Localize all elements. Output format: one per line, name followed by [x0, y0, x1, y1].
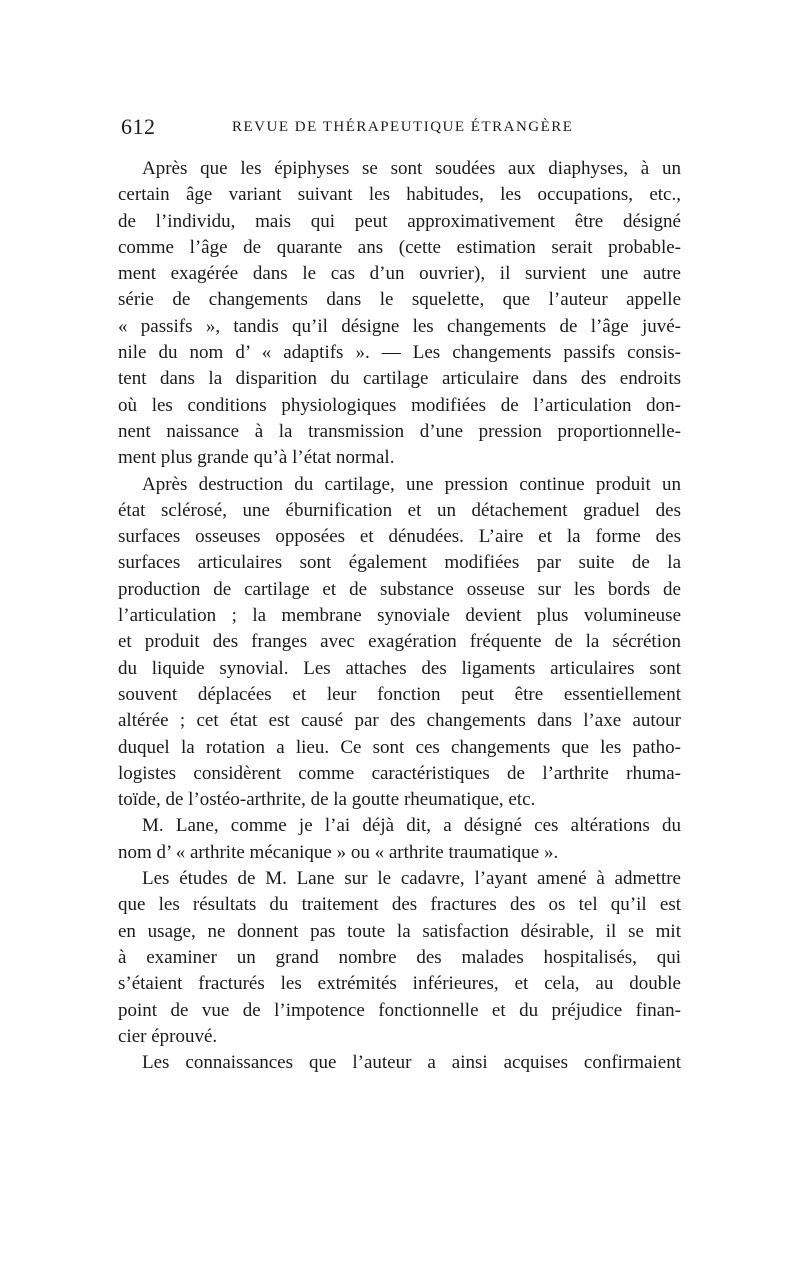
text-line: nom d’ « arthrite mécanique » ou « arthrite traumatique ».: [118, 841, 559, 863]
text-line: et produit des franges avec exagération fréquente de la sécrétion: [118, 631, 681, 653]
text-line: où les conditions physiologiques modifiées de l’articulation don-: [118, 394, 681, 416]
text-line: M. Lane, comme je l’ai déjà dit, a désigné ces altérations du: [142, 815, 681, 837]
text-line: s’étaient fracturés les extrémités inférieures, et cela, au double: [118, 973, 681, 995]
text-line: cier éprouvé.: [118, 1025, 218, 1047]
text-line: certain âge variant suivant les habitudes, les occupations, etc.,: [118, 184, 681, 206]
text-line: logistes considèrent comme caractéristiques de l’arthrite rhuma-: [118, 762, 681, 784]
text-line: état sclérosé, une éburnification et un détachement graduel des: [118, 499, 681, 521]
page-header: [121, 114, 681, 144]
text-line: toïde, de l’ostéo-arthrite, de la goutte rheumatique, etc.: [118, 789, 536, 811]
text-line: Après que les épiphyses se sont soudées aux diaphyses, à un: [142, 158, 681, 179]
body-text: [118, 156, 681, 1076]
text-line: nent naissance à la transmission d’une pression proportionnelle-: [118, 420, 681, 442]
text-line: altérée ; cet état est causé par des changements dans l’axe autour: [118, 710, 681, 732]
text-line: point de vue de l’impotence fonctionnelle et du préjudice finan-: [118, 999, 681, 1021]
text-line: comme l’âge de quarante ans (cette estimation serait probable-: [118, 236, 681, 258]
text-line: duquel la rotation a lieu. Ce sont ces changements que les patho-: [118, 736, 681, 758]
text-line: ment plus grande qu’à l’état normal.: [118, 447, 395, 469]
text-line: nile du nom d’ « adaptifs ». — Les changements passifs consis-: [118, 342, 681, 364]
text-line: l’articulation ; la membrane synoviale devient plus volumineuse: [118, 605, 681, 627]
text-line: que les résultats du traitement des fractures des os tel qu’il est: [118, 894, 681, 916]
running-title: REVUE DE THÉRAPEUTIQUE ÉTRANGÈRE: [232, 119, 574, 135]
text-line: série de changements dans le squelette, que l’auteur appelle: [118, 289, 681, 311]
text-line: ment exagérée dans le cas d’un ouvrier), il survient une autre: [118, 263, 681, 285]
text-line: surfaces articulaires sont également modifiées par suite de la: [118, 552, 681, 574]
text-line: de l’individu, mais qui peut approximativement être désigné: [118, 210, 681, 232]
text-line: Les études de M. Lane sur le cadavre, l’ayant amené à admettre: [142, 868, 681, 890]
text-line: Les connaissances que l’auteur a ainsi acquises confirmaient: [142, 1052, 681, 1074]
text-line: production de cartilage et de substance osseuse sur les bords de: [118, 578, 681, 600]
text-line: à examiner un grand nombre des malades hospitalisés, qui: [118, 946, 681, 968]
text-line: tent dans la disparition du cartilage articulaire dans des endroits: [118, 368, 681, 390]
text-line: Après destruction du cartilage, une pression continue produit un: [142, 473, 681, 495]
text-line: du liquide synovial. Les attaches des ligaments articulaires sont: [118, 657, 681, 679]
page-number: 612: [121, 114, 156, 139]
text-line: en usage, ne donnent pas toute la satisfaction désirable, il se mit: [118, 920, 681, 942]
text-line: « passifs », tandis qu’il désigne les changements de l’âge juvé-: [118, 315, 681, 337]
text-line: surfaces osseuses opposées et dénudées. L’aire et la forme des: [118, 526, 681, 548]
text-line: souvent déplacées et leur fonction peut être essentiellement: [118, 683, 681, 705]
